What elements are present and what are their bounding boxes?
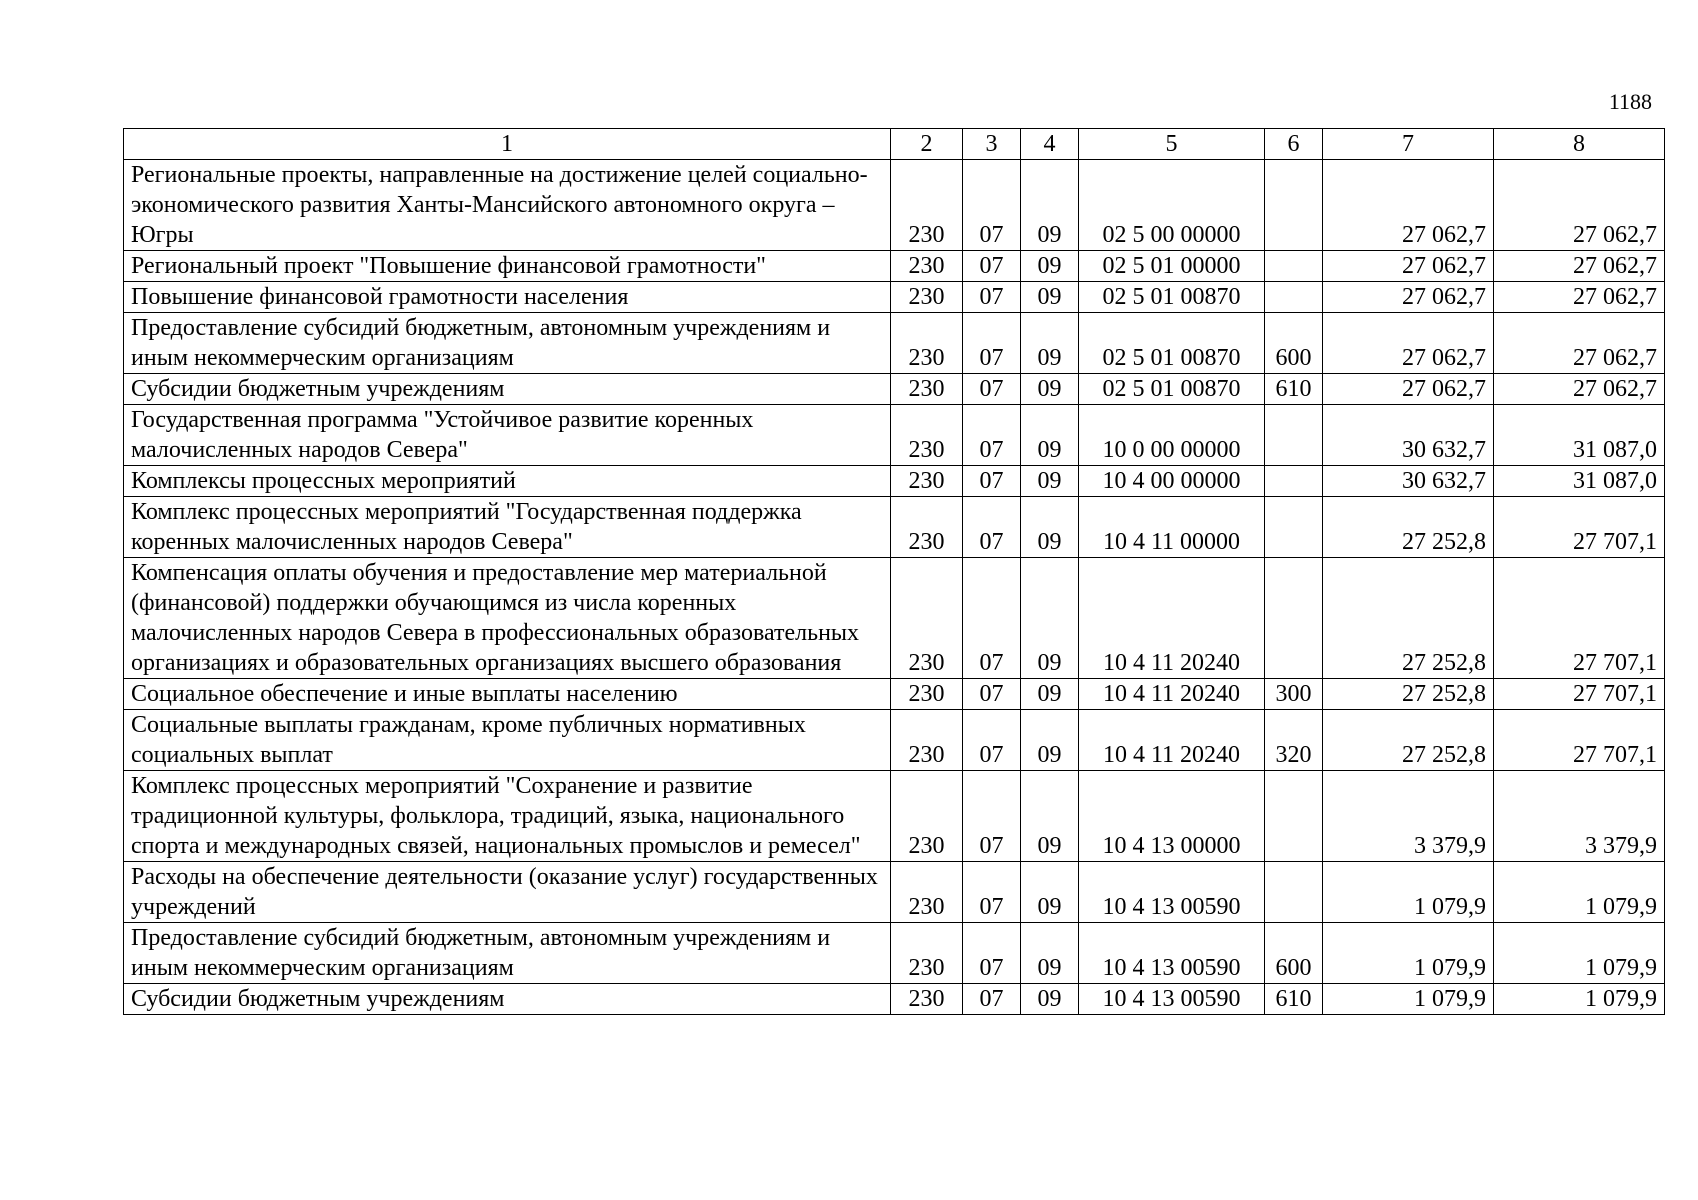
section-code-cell: 07 <box>963 984 1021 1015</box>
column-header: 4 <box>1021 129 1079 160</box>
table-row <box>124 984 1665 1015</box>
expense-type-cell <box>1265 558 1323 679</box>
subsection-code-cell: 09 <box>1021 558 1079 679</box>
amount-year1-cell: 27 252,8 <box>1323 558 1494 679</box>
ministry-code-cell: 230 <box>891 497 963 558</box>
ministry-code-cell: 230 <box>891 251 963 282</box>
section-code-cell: 07 <box>963 282 1021 313</box>
row-name-cell: Предоставление субсидий бюджетным, автономным учреждениям и иным некоммерческим организациям <box>124 923 891 984</box>
section-code-cell: 07 <box>963 497 1021 558</box>
amount-year2-cell: 1 079,9 <box>1494 984 1665 1015</box>
subsection-code-cell: 09 <box>1021 923 1079 984</box>
row-name-cell: Комплекс процессных мероприятий "Сохранение и развитие традиционной культуры, фольклора, традиций, языка, национального спорта и международных связей, национальных промыслов и ремесел" <box>124 771 891 862</box>
subsection-code-cell: 09 <box>1021 466 1079 497</box>
section-code-cell: 07 <box>963 771 1021 862</box>
section-code-cell: 07 <box>963 374 1021 405</box>
target-article-cell: 10 4 11 20240 <box>1079 710 1265 771</box>
subsection-code-cell: 09 <box>1021 251 1079 282</box>
target-article-cell: 02 5 01 00870 <box>1079 282 1265 313</box>
row-name-cell: Государственная программа "Устойчивое развитие коренных малочисленных народов Севера" <box>124 405 891 466</box>
table-row <box>124 497 1665 558</box>
target-article-cell: 10 4 13 00590 <box>1079 923 1265 984</box>
expense-type-cell: 320 <box>1265 710 1323 771</box>
column-header: 7 <box>1323 129 1494 160</box>
amount-year1-cell: 27 062,7 <box>1323 251 1494 282</box>
row-name-cell: Субсидии бюджетным учреждениям <box>124 374 891 405</box>
subsection-code-cell: 09 <box>1021 405 1079 466</box>
section-code-cell: 07 <box>963 160 1021 251</box>
expense-type-cell: 600 <box>1265 923 1323 984</box>
ministry-code-cell: 230 <box>891 313 963 374</box>
amount-year2-cell: 27 707,1 <box>1494 679 1665 710</box>
amount-year2-cell: 27 707,1 <box>1494 710 1665 771</box>
section-code-cell: 07 <box>963 923 1021 984</box>
ministry-code-cell: 230 <box>891 282 963 313</box>
amount-year2-cell: 27 707,1 <box>1494 558 1665 679</box>
amount-year1-cell: 27 062,7 <box>1323 374 1494 405</box>
target-article-cell: 02 5 00 00000 <box>1079 160 1265 251</box>
expense-type-cell: 610 <box>1265 374 1323 405</box>
amount-year2-cell: 31 087,0 <box>1494 405 1665 466</box>
ministry-code-cell: 230 <box>891 374 963 405</box>
amount-year2-cell: 27 062,7 <box>1494 160 1665 251</box>
expense-type-cell: 610 <box>1265 984 1323 1015</box>
row-name-cell: Комплексы процессных мероприятий <box>124 466 891 497</box>
amount-year1-cell: 1 079,9 <box>1323 862 1494 923</box>
ministry-code-cell: 230 <box>891 923 963 984</box>
column-header: 1 <box>124 129 891 160</box>
table-row <box>124 282 1665 313</box>
row-name-cell: Региональные проекты, направленные на достижение целей социально-экономического развития Ханты-Мансийского автономного округа – Югры <box>124 160 891 251</box>
amount-year2-cell: 27 707,1 <box>1494 497 1665 558</box>
row-name-cell: Повышение финансовой грамотности населения <box>124 282 891 313</box>
row-name-cell: Региональный проект "Повышение финансовой грамотности" <box>124 251 891 282</box>
target-article-cell: 10 4 00 00000 <box>1079 466 1265 497</box>
expense-type-cell <box>1265 251 1323 282</box>
subsection-code-cell: 09 <box>1021 374 1079 405</box>
column-header: 2 <box>891 129 963 160</box>
table-body <box>124 160 1665 1015</box>
section-code-cell: 07 <box>963 679 1021 710</box>
amount-year1-cell: 27 062,7 <box>1323 313 1494 374</box>
target-article-cell: 02 5 01 00870 <box>1079 374 1265 405</box>
target-article-cell: 02 5 01 00870 <box>1079 313 1265 374</box>
table-row <box>124 558 1665 679</box>
row-name-cell: Комплекс процессных мероприятий "Государственная поддержка коренных малочисленных народов Севера" <box>124 497 891 558</box>
ministry-code-cell: 230 <box>891 710 963 771</box>
row-name-cell: Предоставление субсидий бюджетным, автономным учреждениям и иным некоммерческим организациям <box>124 313 891 374</box>
amount-year1-cell: 27 252,8 <box>1323 679 1494 710</box>
amount-year2-cell: 31 087,0 <box>1494 466 1665 497</box>
subsection-code-cell: 09 <box>1021 771 1079 862</box>
ministry-code-cell: 230 <box>891 771 963 862</box>
expense-type-cell: 600 <box>1265 313 1323 374</box>
table-row <box>124 466 1665 497</box>
row-name-cell: Расходы на обеспечение деятельности (оказание услуг) государственных учреждений <box>124 862 891 923</box>
ministry-code-cell: 230 <box>891 862 963 923</box>
amount-year1-cell: 1 079,9 <box>1323 923 1494 984</box>
ministry-code-cell: 230 <box>891 679 963 710</box>
subsection-code-cell: 09 <box>1021 497 1079 558</box>
section-code-cell: 07 <box>963 405 1021 466</box>
column-header: 5 <box>1079 129 1265 160</box>
amount-year1-cell: 27 062,7 <box>1323 160 1494 251</box>
subsection-code-cell: 09 <box>1021 282 1079 313</box>
amount-year1-cell: 1 079,9 <box>1323 984 1494 1015</box>
section-code-cell: 07 <box>963 466 1021 497</box>
row-name-cell: Социальное обеспечение и иные выплаты населению <box>124 679 891 710</box>
amount-year2-cell: 1 079,9 <box>1494 862 1665 923</box>
table-row <box>124 374 1665 405</box>
amount-year1-cell: 3 379,9 <box>1323 771 1494 862</box>
table-row <box>124 313 1665 374</box>
target-article-cell: 10 0 00 00000 <box>1079 405 1265 466</box>
target-article-cell: 02 5 01 00000 <box>1079 251 1265 282</box>
target-article-cell: 10 4 11 00000 <box>1079 497 1265 558</box>
amount-year1-cell: 27 252,8 <box>1323 710 1494 771</box>
expense-type-cell <box>1265 771 1323 862</box>
subsection-code-cell: 09 <box>1021 862 1079 923</box>
amount-year2-cell: 1 079,9 <box>1494 923 1665 984</box>
ministry-code-cell: 230 <box>891 405 963 466</box>
table-row <box>124 160 1665 251</box>
row-name-cell: Субсидии бюджетным учреждениям <box>124 984 891 1015</box>
ministry-code-cell: 230 <box>891 466 963 497</box>
amount-year2-cell: 27 062,7 <box>1494 251 1665 282</box>
amount-year2-cell: 27 062,7 <box>1494 282 1665 313</box>
target-article-cell: 10 4 13 00590 <box>1079 984 1265 1015</box>
subsection-code-cell: 09 <box>1021 710 1079 771</box>
column-header: 3 <box>963 129 1021 160</box>
ministry-code-cell: 230 <box>891 160 963 251</box>
table-row <box>124 251 1665 282</box>
amount-year2-cell: 3 379,9 <box>1494 771 1665 862</box>
target-article-cell: 10 4 13 00000 <box>1079 771 1265 862</box>
amount-year1-cell: 27 252,8 <box>1323 497 1494 558</box>
target-article-cell: 10 4 11 20240 <box>1079 558 1265 679</box>
table-row <box>124 862 1665 923</box>
row-name-cell: Компенсация оплаты обучения и предоставление мер материальной (финансовой) поддержки обучающимся из числа коренных малочисленных народов Севера в профессиональных образовательных организациях и образовательных организациях высшего образования <box>124 558 891 679</box>
section-code-cell: 07 <box>963 313 1021 374</box>
section-code-cell: 07 <box>963 251 1021 282</box>
amount-year1-cell: 30 632,7 <box>1323 405 1494 466</box>
target-article-cell: 10 4 11 20240 <box>1079 679 1265 710</box>
table-row <box>124 710 1665 771</box>
amount-year1-cell: 27 062,7 <box>1323 282 1494 313</box>
page-number: 1188 <box>1608 89 1652 114</box>
subsection-code-cell: 09 <box>1021 313 1079 374</box>
table-row <box>124 923 1665 984</box>
amount-year2-cell: 27 062,7 <box>1494 313 1665 374</box>
subsection-code-cell: 09 <box>1021 160 1079 251</box>
column-header: 6 <box>1265 129 1323 160</box>
subsection-code-cell: 09 <box>1021 679 1079 710</box>
table-row <box>124 679 1665 710</box>
row-name-cell: Социальные выплаты гражданам, кроме публичных нормативных социальных выплат <box>124 710 891 771</box>
ministry-code-cell: 230 <box>891 984 963 1015</box>
budget-table <box>123 128 1665 1015</box>
section-code-cell: 07 <box>963 710 1021 771</box>
column-header: 8 <box>1494 129 1665 160</box>
expense-type-cell <box>1265 466 1323 497</box>
subsection-code-cell: 09 <box>1021 984 1079 1015</box>
amount-year2-cell: 27 062,7 <box>1494 374 1665 405</box>
section-code-cell: 07 <box>963 558 1021 679</box>
expense-type-cell <box>1265 405 1323 466</box>
amount-year1-cell: 30 632,7 <box>1323 466 1494 497</box>
ministry-code-cell: 230 <box>891 558 963 679</box>
table-row <box>124 405 1665 466</box>
expense-type-cell <box>1265 282 1323 313</box>
expense-type-cell <box>1265 160 1323 251</box>
table-header-row <box>124 129 1665 160</box>
target-article-cell: 10 4 13 00590 <box>1079 862 1265 923</box>
section-code-cell: 07 <box>963 862 1021 923</box>
expense-type-cell <box>1265 497 1323 558</box>
expense-type-cell <box>1265 862 1323 923</box>
expense-type-cell: 300 <box>1265 679 1323 710</box>
table-row <box>124 771 1665 862</box>
